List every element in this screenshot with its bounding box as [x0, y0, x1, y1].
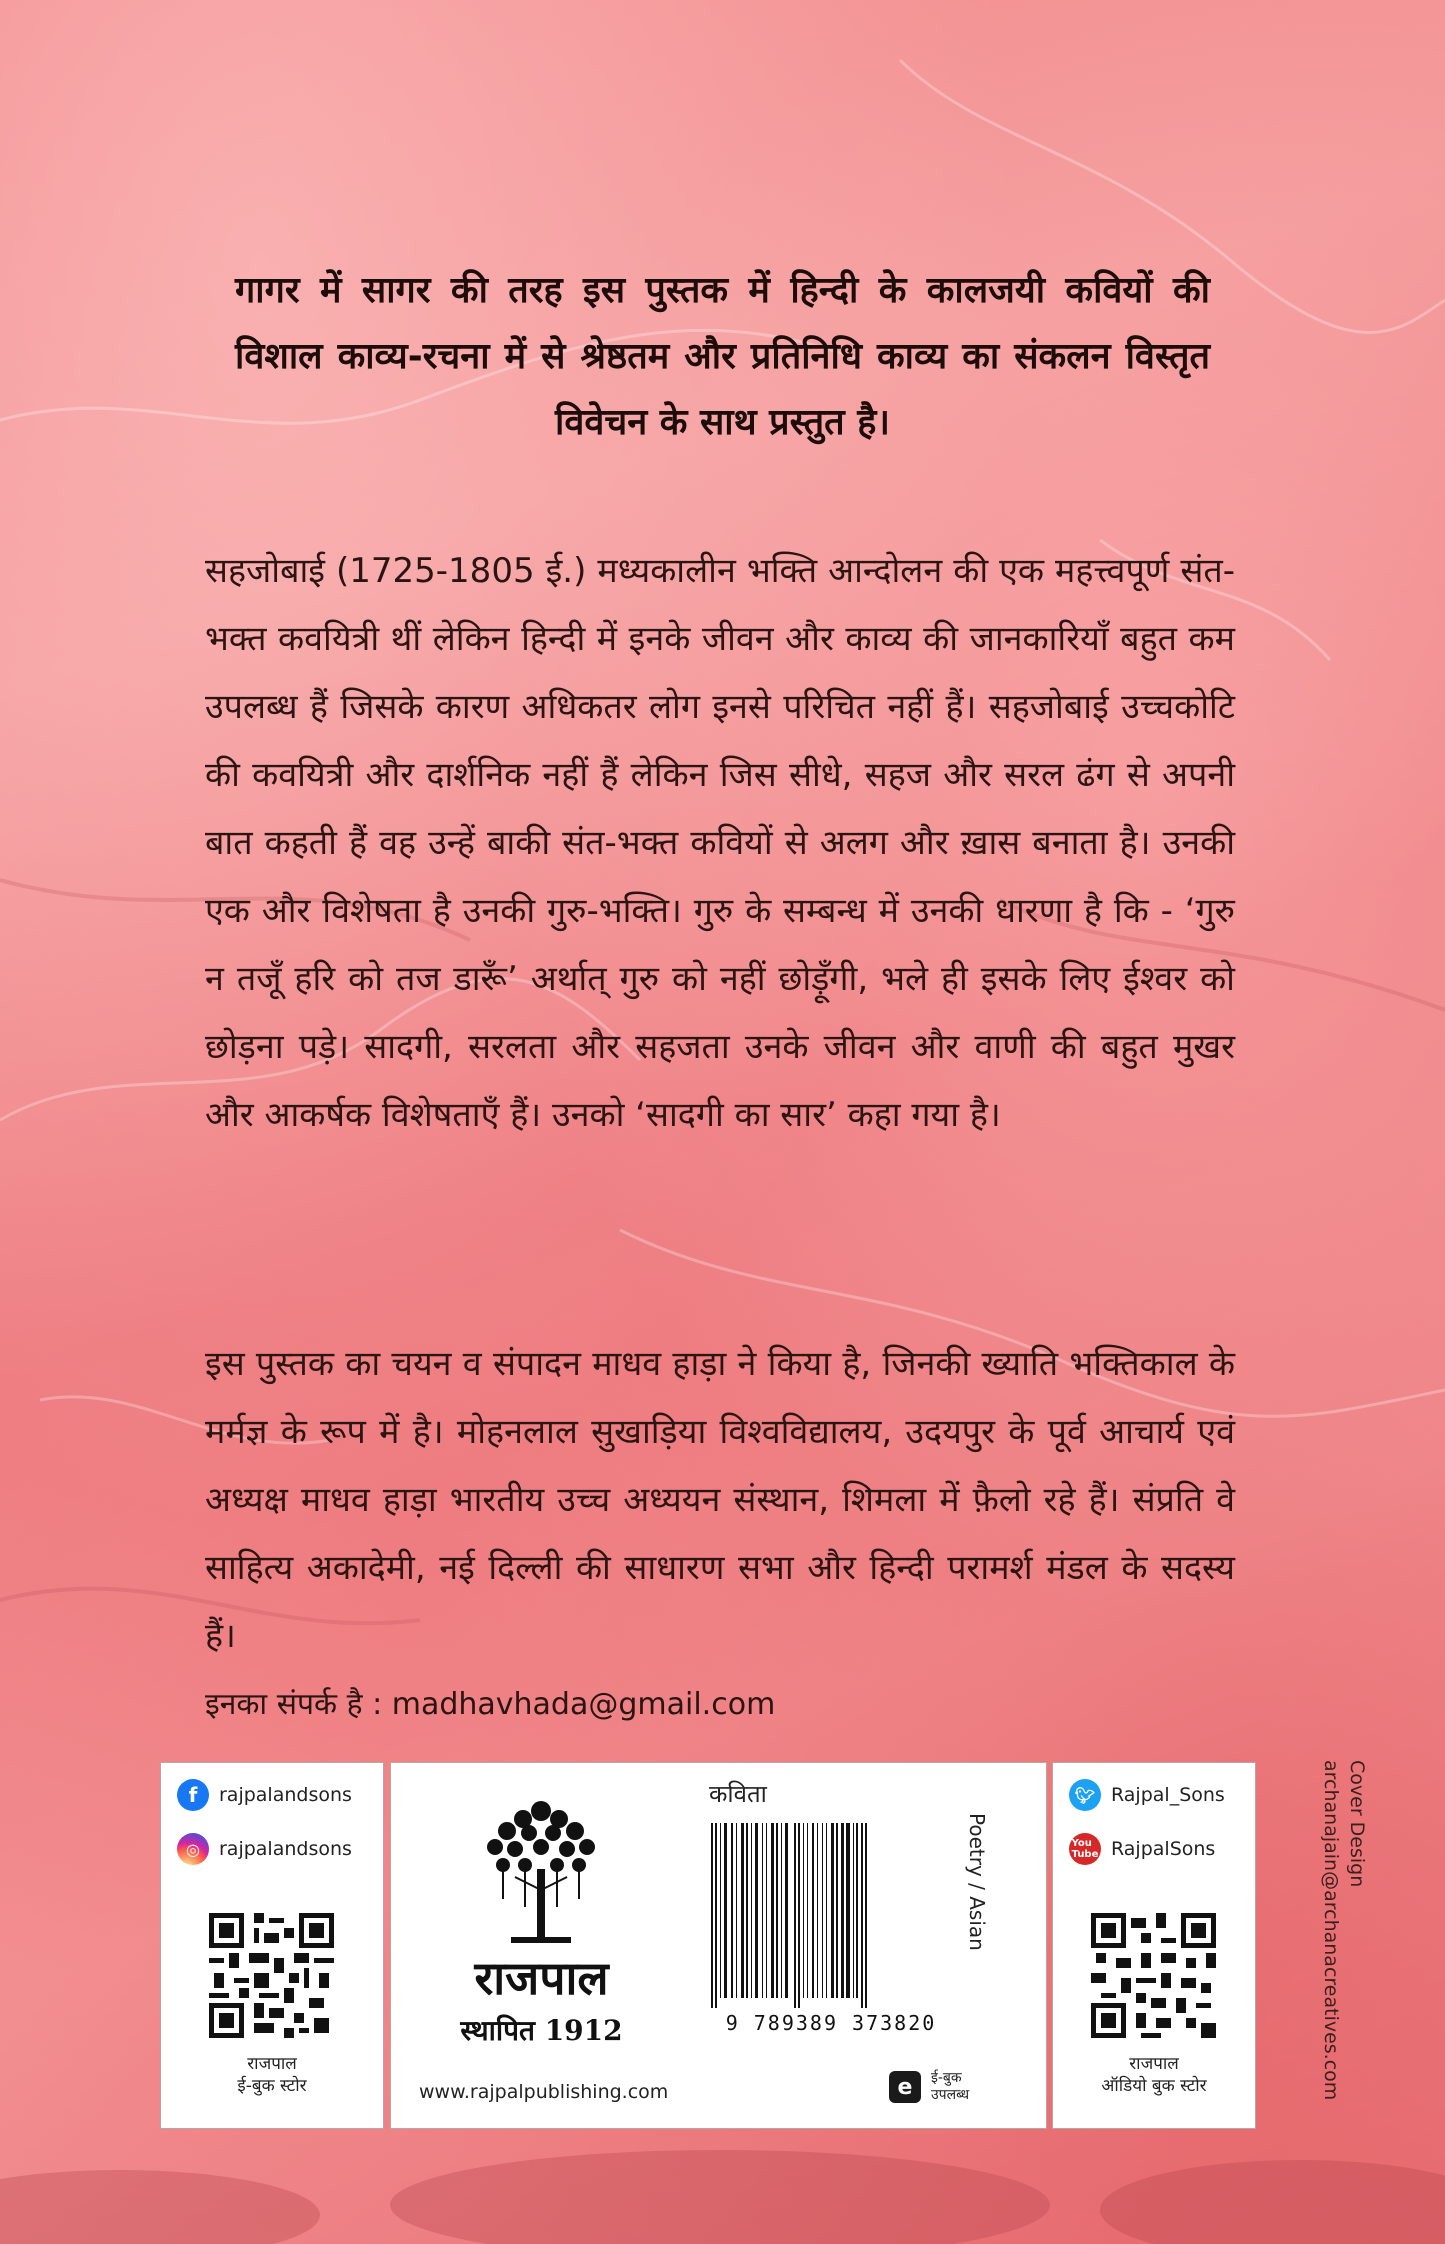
ebook-store-caption-line1: राजपाल [247, 2054, 297, 2074]
barcode-bar [865, 1823, 867, 2008]
barcode-bar [755, 1823, 758, 1998]
barcode-bar [711, 1823, 713, 2008]
audiobook-store-qr-code[interactable] [1091, 1913, 1216, 2038]
ebook-store-qr-code[interactable] [209, 1913, 334, 2038]
barcode-bar [724, 1823, 727, 1998]
barcode-bar [751, 1823, 752, 1998]
barcode-bar [715, 1823, 717, 2008]
barcode-bar [785, 1823, 788, 1998]
publisher-website-link[interactable]: www.rajpalpublishing.com [419, 2081, 669, 2103]
barcode-bar [812, 1823, 814, 1998]
facebook-icon: f [177, 1779, 209, 1811]
book-category: Poetry / Asian [965, 1813, 989, 1951]
audiobook-store-caption [1053, 2053, 1255, 2097]
twitter-link[interactable] [1069, 1777, 1225, 1813]
barcode-bar [822, 1823, 823, 1998]
barcode-bar [781, 1823, 782, 1998]
barcode-bar [746, 1823, 748, 1998]
barcode-bar [861, 1823, 863, 2008]
barcode-bar [841, 1823, 844, 1998]
barcode-bar [766, 1823, 767, 1998]
youtube-icon: You Tube [1069, 1833, 1101, 1865]
twitter-icon: 🐦︎ [1069, 1779, 1101, 1811]
instagram-icon: ◎ [177, 1833, 209, 1865]
intro-blurb: गागर में सागर की तरह इस पुस्तक में हिन्दी के कालजयी कवियों की विशाल काव्य-रचना में से श्रेष्ठतम और प्रतिनिधि काव्य का संकलन विस्तृत विवेचन के साथ प्रस्तुत है। [235, 270, 1210, 443]
barcode-bar [817, 1823, 818, 1998]
contact-line: इनका संपर्क है : madhavhada@gmail.com [205, 1687, 776, 1722]
barcode-bar [794, 1823, 796, 2008]
ebook-available-text [931, 2070, 969, 2104]
barcode-bar [826, 1823, 827, 1998]
barcode-bar [856, 1823, 858, 1998]
ebook-store-caption-line2: ई-बुक स्टोर [237, 2076, 307, 2096]
youtube-handle: RajpalSons [1111, 1838, 1216, 1860]
instagram-link[interactable] [177, 1831, 352, 1867]
barcode-bar [762, 1823, 763, 1998]
youtube-link[interactable] [1069, 1831, 1215, 1867]
social-panel-left [160, 1762, 384, 2129]
facebook-handle: rajpalandsons [219, 1784, 352, 1806]
instagram-handle: rajpalandsons [219, 1838, 352, 1860]
ebook-line2: उपलब्ध [931, 2087, 970, 2103]
barcode-bar [798, 1823, 800, 2008]
barcode-bar [846, 1823, 850, 1998]
banyan-tree-logo-icon [441, 1789, 641, 1949]
cover-design-label: Cover Design [1346, 1760, 1368, 1888]
facebook-link[interactable] [177, 1777, 352, 1813]
barcode-bar [836, 1823, 838, 1998]
twitter-handle: Rajpal_Sons [1111, 1784, 1225, 1806]
audiobook-store-caption-line2: ऑडियो बुक स्टोर [1101, 2076, 1207, 2096]
barcode-bar [731, 1823, 733, 1998]
publisher-name: राजपाल [474, 1951, 609, 2005]
ebook-store-caption [161, 2053, 383, 2097]
barcode-bar [736, 1823, 737, 1998]
barcode-bar [720, 1823, 721, 1998]
barcode-bar [803, 1823, 804, 1998]
isbn-number: 9 789389 373820 [725, 2011, 937, 2035]
publisher-established: स्थापित 1912 [460, 2014, 623, 2047]
cover-design-email: archanajain@archanacreatives.com [1320, 1760, 1342, 2101]
description-paragraph: सहजोबाई (1725-1805 ई.) मध्यकालीन भक्ति आन्दोलन की एक महत्त्वपूर्ण संत-भक्त कवयित्री थीं लेकिन हिन्दी में इनके जीवन और काव्य की जानकारियाँ बहुत कम उपलब्ध हैं जिसके कारण अधिकतर लोग इनसे परिचित नहीं हैं। सहजोबाई उच्चकोटि की कवयित्री और दार्शनिक नहीं हैं लेकिन जिस सीधे, सहज और सरल ढंग से अपनी बात कहती हैं वह उन्हें बाकी संत-भक्त कवियों से अलग और ख़ास बनाता है। उनकी एक और विशेषता है उनकी गुरु-भक्ति। गुरु के सम्बन्ध में उनकी धारणा है कि - ‘गुरु न तजूँ हरि को तज डारूँ’ अर्थात् गुरु को नहीं छोड़ूँगी, भले ही इसके लिए ईश्वर को छोड़ना पड़े। सादगी, सरलता और सहजता उनके जीवन और वाणी की बहुत मुखर और आकर्षक विशेषताएँ हैं। उनको ‘सादगी का सार’ कहा गया है। [205, 551, 1235, 1135]
barcode-bar [771, 1823, 774, 1998]
barcode-bar [776, 1823, 778, 1998]
isbn-barcode [707, 1823, 957, 2008]
barcode-bar [741, 1823, 744, 1998]
genre-label: कविता [709, 1780, 767, 1808]
ebook-icon: e [889, 2071, 921, 2103]
barcode-bar [831, 1823, 834, 1998]
editor-paragraph: इस पुस्तक का चयन व संपादन माधव हाड़ा ने किया है, जिनकी ख्याति भक्तिकाल के मर्मज्ञ के रूप में है। मोहनलाल सुखाड़िया विश्वविद्यालय, उदयपुर के पूर्व आचार्य एवं अध्यक्ष माधव हाड़ा भारतीय उच्च अध्ययन संस्थान, शिमला में फ़ैलो रहे हैं। संप्रति वे साहित्य अकादेमी, नई दिल्ली की साधारण सभा और हिन्दी परामर्श मंडल के सदस्य हैं। [205, 1344, 1235, 1656]
ebook-available-badge [889, 2070, 969, 2104]
barcode-bar [853, 1823, 854, 1998]
cover-design-credit [1280, 1760, 1370, 2240]
audiobook-store-caption-line1: राजपाल [1129, 2054, 1179, 2074]
publisher-panel [390, 1762, 1047, 2129]
barcode-bar [807, 1823, 808, 1998]
ebook-line1: ई-बुक [931, 2070, 962, 2086]
social-panel-right [1052, 1762, 1256, 2129]
